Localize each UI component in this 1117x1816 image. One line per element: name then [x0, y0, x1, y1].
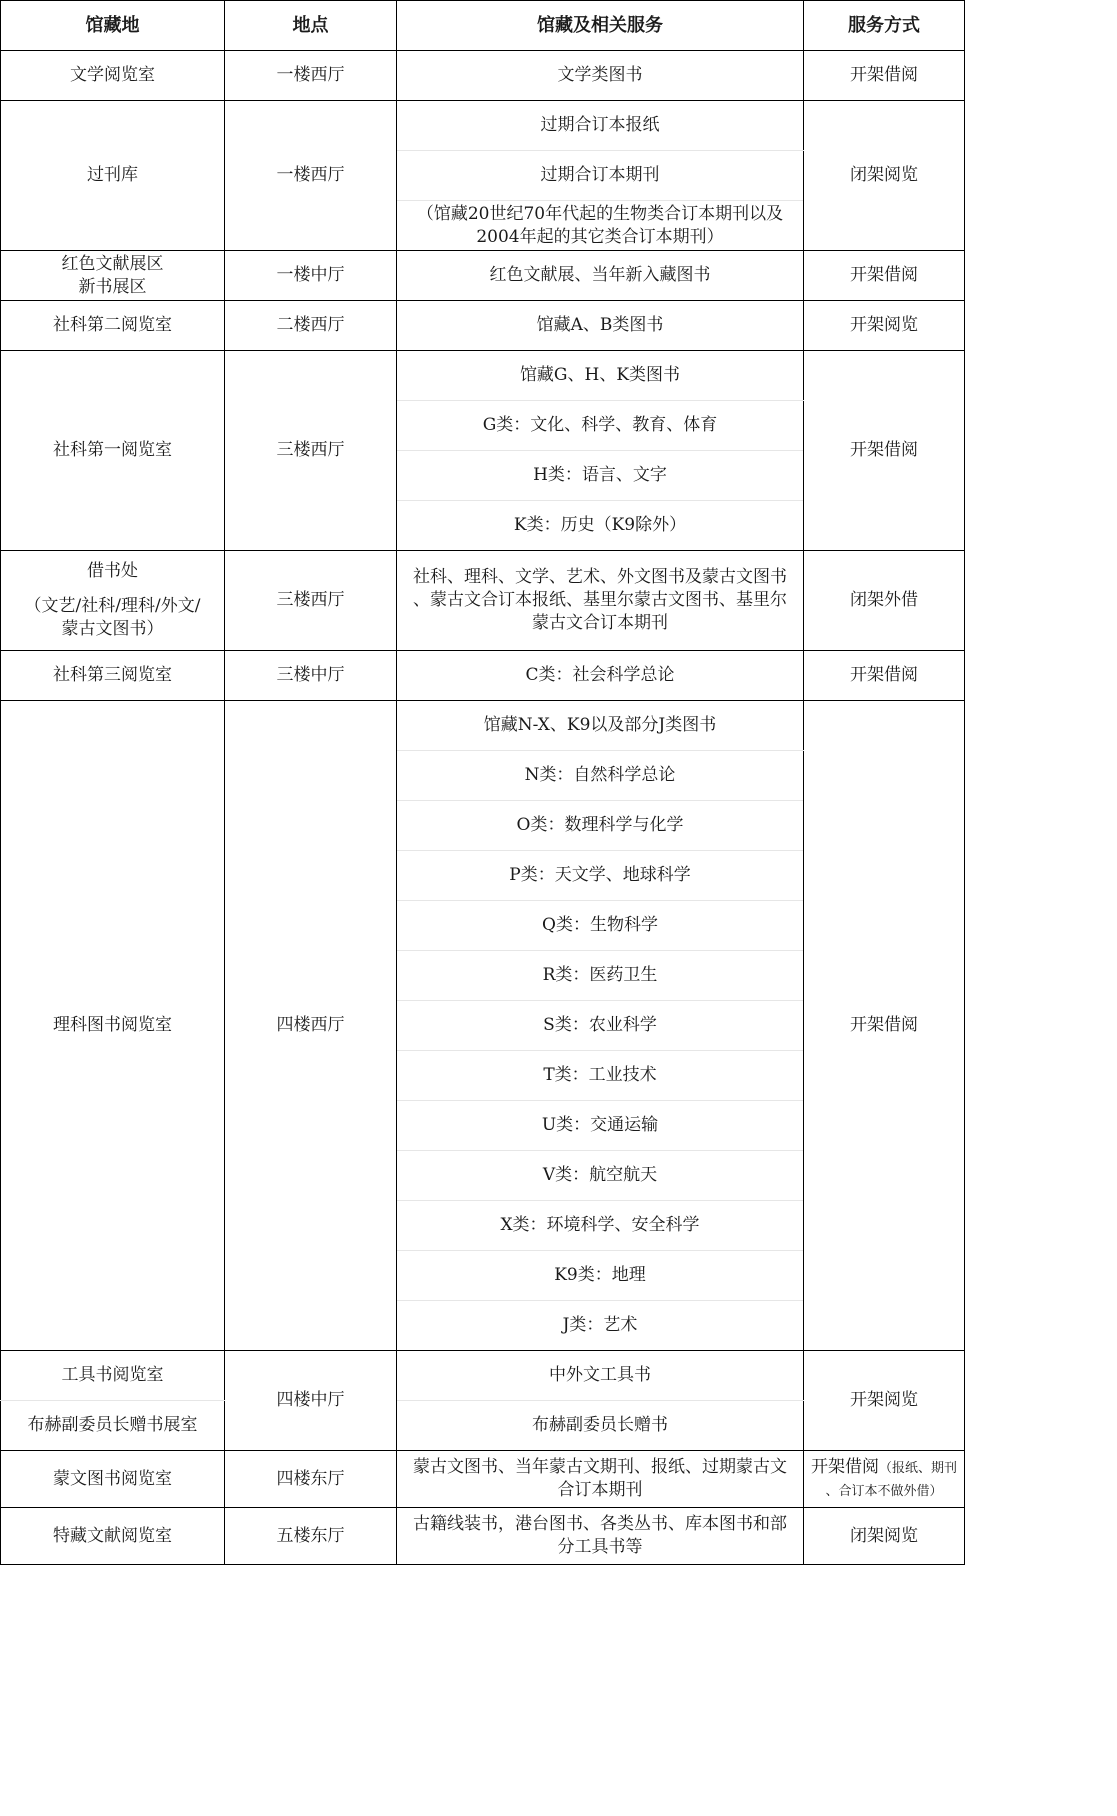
location-cell — [1, 251, 225, 301]
table-row — [1, 651, 965, 701]
place-cell: 四楼西厅 — [225, 701, 397, 1351]
collection-cell: K9类：地理 — [397, 1251, 804, 1301]
table-row — [1, 51, 965, 101]
location-cell: 理科图书阅览室 — [1, 701, 225, 1351]
collection-cell: 布赫副委员长赠书 — [397, 1401, 804, 1451]
collection-cell: 过期合订本期刊 — [397, 151, 804, 201]
header-row — [1, 1, 965, 51]
collection-cell: G类：文化、科学、教育、体育 — [397, 401, 804, 451]
table-row — [1, 301, 965, 351]
collection-line: 蒙古文图书、当年蒙古文期刊、报纸、过期蒙古文 — [413, 1457, 787, 1477]
location-cell: 文学阅览室 — [1, 51, 225, 101]
collection-cell: T类：工业技术 — [397, 1051, 804, 1101]
collection-cell: 中外文工具书 — [397, 1351, 804, 1401]
collection-note-line: （馆藏20世纪70年代起的生物类合订本期刊以及 — [416, 203, 784, 224]
location-cell: 社科第三阅览室 — [1, 651, 225, 701]
place-cell: 四楼中厅 — [225, 1351, 397, 1451]
collection-cell: V类：航空航天 — [397, 1151, 804, 1201]
service-cell: 闭架外借 — [804, 551, 965, 651]
collection-cell: N类：自然科学总论 — [397, 751, 804, 801]
place-cell: 三楼西厅 — [225, 351, 397, 551]
collection-line: 合订本期刊 — [557, 1480, 643, 1500]
service-cell: 开架阅览 — [804, 301, 965, 351]
table-row — [1, 701, 965, 751]
table-row — [1, 351, 965, 401]
service-note: （报纸、期刊 — [878, 1460, 957, 1476]
collection-cell: 馆藏G、H、K类图书 — [397, 351, 804, 401]
service-cell: 开架阅览 — [804, 1351, 965, 1451]
collection-cell: 过期合订本报纸 — [397, 101, 804, 151]
place-cell: 四楼东厅 — [225, 1451, 397, 1508]
collection-cell: J类：艺术 — [397, 1301, 804, 1351]
collection-line: 蒙古文合订本期刊 — [532, 613, 668, 633]
place-cell: 二楼西厅 — [225, 301, 397, 351]
table-row — [1, 251, 965, 301]
service-cell: 开架借阅 — [804, 51, 965, 101]
service-cell: 开架借阅 — [804, 651, 965, 701]
service-cell: 开架借阅 — [804, 251, 965, 301]
header-service: 服务方式 — [804, 1, 965, 51]
location-cell: 蒙文图书阅览室 — [1, 1451, 225, 1508]
collection-cell: 馆藏A、B类图书 — [397, 301, 804, 351]
table-row — [1, 551, 965, 651]
location-line: （文艺/社科/理科/外文/ — [24, 596, 201, 616]
location-cell: 过刊库 — [1, 101, 225, 251]
service-cell: 开架借阅 — [804, 351, 965, 551]
location-line: 借书处 — [87, 561, 138, 581]
table-row — [1, 1508, 965, 1565]
header-place: 地点 — [225, 1, 397, 51]
table-row — [1, 1351, 965, 1401]
collection-cell: S类：农业科学 — [397, 1001, 804, 1051]
place-cell: 一楼中厅 — [225, 251, 397, 301]
place-cell: 三楼西厅 — [225, 551, 397, 651]
table-row — [1, 1451, 965, 1508]
location-cell: 社科第二阅览室 — [1, 301, 225, 351]
collection-note-line: 2004年起的其它类合订本期刊） — [476, 226, 724, 247]
location-line: 蒙古文图书） — [61, 619, 164, 639]
place-cell: 五楼东厅 — [225, 1508, 397, 1565]
location-cell: 社科第一阅览室 — [1, 351, 225, 551]
collection-cell: Q类：生物科学 — [397, 901, 804, 951]
service-line — [806, 1456, 962, 1480]
collection-cell: 文学类图书 — [397, 51, 804, 101]
place-cell: 一楼西厅 — [225, 51, 397, 101]
service-note: 、合订本不做外借） — [825, 1483, 943, 1499]
header-location: 馆藏地 — [1, 1, 225, 51]
collection-cell: 红色文献展、当年新入藏图书 — [397, 251, 804, 301]
location-cell: 特藏文献阅览室 — [1, 1508, 225, 1565]
collection-cell: R类：医药卫生 — [397, 951, 804, 1001]
collection-cell — [397, 551, 804, 651]
collection-cell — [397, 1508, 804, 1565]
table-row — [1, 101, 965, 151]
collection-cell: H类：语言、文字 — [397, 451, 804, 501]
collection-cell: P类：天文学、地球科学 — [397, 851, 804, 901]
service-cell — [804, 1451, 965, 1508]
collection-cell: C类：社会科学总论 — [397, 651, 804, 701]
location-cell: 布赫副委员长赠书展室 — [1, 1401, 225, 1451]
header-collection: 馆藏及相关服务 — [397, 1, 804, 51]
location-cell: 工具书阅览室 — [1, 1351, 225, 1401]
service-main: 开架借阅 — [810, 1456, 879, 1477]
collection-line: 古籍线装书，港台图书、各类丛书、库本图书和部 — [413, 1514, 787, 1534]
collection-cell: U类：交通运输 — [397, 1101, 804, 1151]
collection-cell: O类：数理科学与化学 — [397, 801, 804, 851]
collection-cell: 馆藏N-X、K9以及部分J类图书 — [397, 701, 804, 751]
collection-line: 、蒙古文合订本报纸、基里尔蒙古文图书、基里尔 — [413, 590, 787, 610]
service-cell: 闭架阅览 — [804, 101, 965, 251]
collection-line: 社科、理科、文学、艺术、外文图书及蒙古文图书 — [413, 567, 787, 587]
collection-cell: K类：历史（K9除外） — [397, 501, 804, 551]
place-cell: 三楼中厅 — [225, 651, 397, 701]
collection-line: 分工具书等 — [557, 1537, 643, 1557]
service-cell: 开架借阅 — [804, 701, 965, 1351]
collection-note-cell — [397, 201, 804, 251]
place-cell: 一楼西厅 — [225, 101, 397, 251]
location-line: 红色文献展区 — [61, 253, 164, 274]
service-cell: 闭架阅览 — [804, 1508, 965, 1565]
location-cell — [1, 551, 225, 651]
collection-cell: X类：环境科学、安全科学 — [397, 1201, 804, 1251]
location-line: 新书展区 — [78, 276, 147, 297]
collection-cell — [397, 1451, 804, 1508]
